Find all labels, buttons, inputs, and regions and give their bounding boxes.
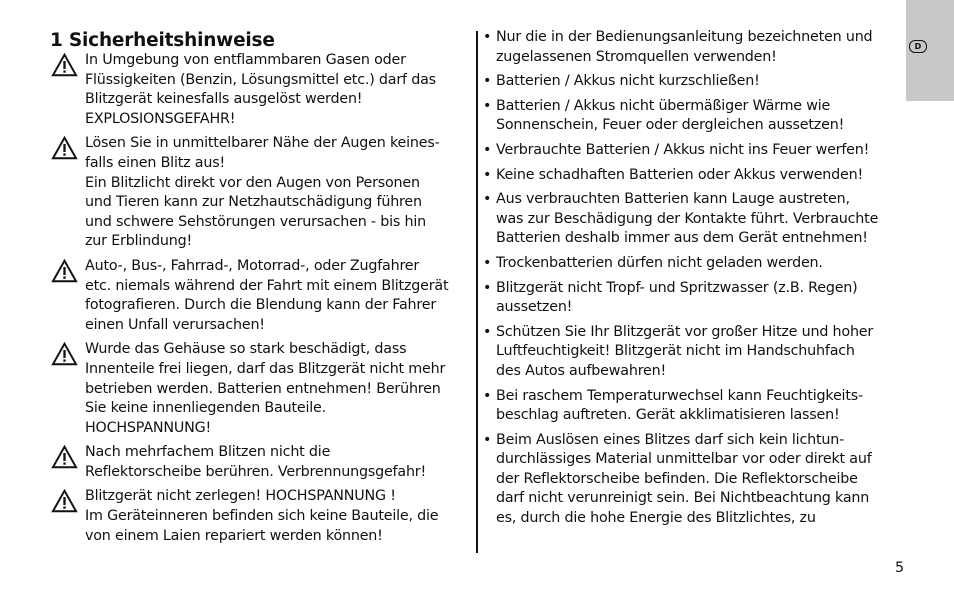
warning-triangle-icon — [51, 342, 78, 366]
list-item-text: Batterien / Akkus nicht übermäßiger Wärme wie Sonnenschein, Feuer oder dergleichen aussetzen! — [496, 97, 845, 134]
list-item-text: Aus verbrauchten Batterien kann Lauge austreten, was zur Beschädigung der Kontakte führt. Verbrauchte Batterien deshalb immer aus dem Gerät entnehmen! — [496, 191, 879, 247]
page-title: 1 Sicherheitshinweise — [50, 30, 275, 51]
warning-text: In Umgebung von entflammbaren Gasen oder Flüssigkeiten (Benzin, Lösungsmittel etc.) darf das Blitzgerät keinesfalls ausgelöst werden! EXPLOSIONSGEFAHR! — [85, 52, 436, 127]
warning-item — [50, 134, 472, 252]
list-item — [483, 190, 905, 249]
list-item — [483, 166, 905, 186]
list-item-text: Keine schadhaften Batterien oder Akkus verwenden! — [496, 166, 864, 183]
bullet-dot-icon: • — [483, 279, 492, 296]
list-item-text: Schützen Sie Ihr Blitzgerät vor großer Hitze und hoher Luftfeuchtigkeit! Blitzgerät nicht im Handschuhfach des Autos aufbewahren! — [496, 323, 874, 379]
list-item — [483, 141, 905, 161]
warning-item — [50, 51, 472, 129]
list-item — [483, 387, 905, 426]
list-item-text: Bei raschem Temperaturwechsel kann Feuchtigkeits- beschlag auftreten. Gerät akklimatisieren lassen! — [496, 387, 863, 424]
bullet-dot-icon: • — [483, 431, 492, 448]
warning-item — [50, 487, 472, 546]
warning-triangle-icon — [51, 53, 78, 77]
list-item — [483, 72, 905, 92]
warning-text: Blitzgerät nicht zerlegen! HOCHSPANNUNG ! Im Geräteinneren befinden sich keine Bauteile, die von einem Laien repariert werden können! — [85, 488, 439, 544]
language-badge: D — [909, 40, 927, 53]
warning-triangle-icon — [51, 136, 78, 160]
list-item-text: Blitzgerät nicht Tropf- und Spritzwasser (z.B. Regen) aussetzen! — [496, 279, 858, 316]
warning-item — [50, 443, 472, 482]
bullet-dot-icon: • — [483, 73, 492, 90]
warning-triangle-icon — [51, 489, 78, 513]
list-item-text: Nur die in der Bedienungsanleitung bezeichneten und zugelassenen Stromquellen verwenden! — [496, 29, 873, 65]
warning-item — [50, 257, 472, 335]
warnings-column — [50, 51, 472, 551]
list-item-text: Batterien / Akkus nicht kurzschließen! — [496, 73, 760, 90]
warning-triangle-icon — [51, 259, 78, 283]
bullet-dot-icon: • — [483, 97, 492, 114]
warning-text: Wurde das Gehäuse so stark beschädigt, dass Innenteile frei liegen, darf das Blitzgerät nicht mehr betrieben werden. Batterien entnehmen! Berühren Sie keine innenliegenden Bauteile. HOCHSPANNUNG! — [85, 341, 446, 436]
warning-triangle-icon — [51, 445, 78, 469]
bullet-dot-icon: • — [483, 141, 492, 158]
warning-text: Auto-, Bus-, Fahrrad-, Motorrad-, oder Zugfahrer etc. niemals während der Fahrt mit einem Blitzgerät fotografieren. Durch die Blendung kann der Fahrer einen Unfall verursachen! — [85, 257, 449, 333]
list-item — [483, 28, 905, 67]
list-item-text: Beim Auslösen eines Blitzes darf sich kein lichtun- durchlässiges Material unmittelbar vor oder direkt auf der Reflektorscheibe befinden. Die Reflektorscheibe darf nicht verunreinigt sein. Bei Nichtbeachtung kann es, durch die hohe Energie des Blitzlichtes, zu — [496, 431, 872, 527]
list-item-text: Verbrauchte Batterien / Akkus nicht ins Feuer werfen! — [496, 141, 870, 158]
bullet-dot-icon: • — [483, 387, 492, 404]
page-number: 5 — [895, 560, 905, 576]
bullet-dot-icon: • — [483, 191, 492, 208]
bullet-dot-icon: • — [483, 29, 492, 45]
column-divider — [476, 31, 478, 553]
list-item — [483, 323, 905, 382]
warning-item — [50, 340, 472, 438]
list-item — [483, 431, 905, 529]
list-item — [483, 279, 905, 318]
list-item — [483, 97, 905, 136]
warning-text: Lösen Sie in unmittelbarer Nähe der Augen keines- falls einen Blitz aus! Ein Blitzlicht direkt vor den Augen von Personen und Tieren kann zur Netzhautschädigung führen und schwere Sehstörungen verursachen - bis hin zur Erblindung! — [85, 135, 440, 250]
list-item-text: Trockenbatterien dürfen nicht geladen werden. — [496, 254, 823, 271]
bullets-column — [483, 28, 905, 534]
bullet-dot-icon: • — [483, 254, 492, 271]
list-item — [483, 254, 905, 274]
warning-text: Nach mehrfachem Blitzen nicht die Reflektorscheibe berühren. Verbrennungsgefahr! — [85, 444, 427, 480]
bullet-dot-icon: • — [483, 323, 492, 340]
bullet-dot-icon: • — [483, 166, 492, 183]
